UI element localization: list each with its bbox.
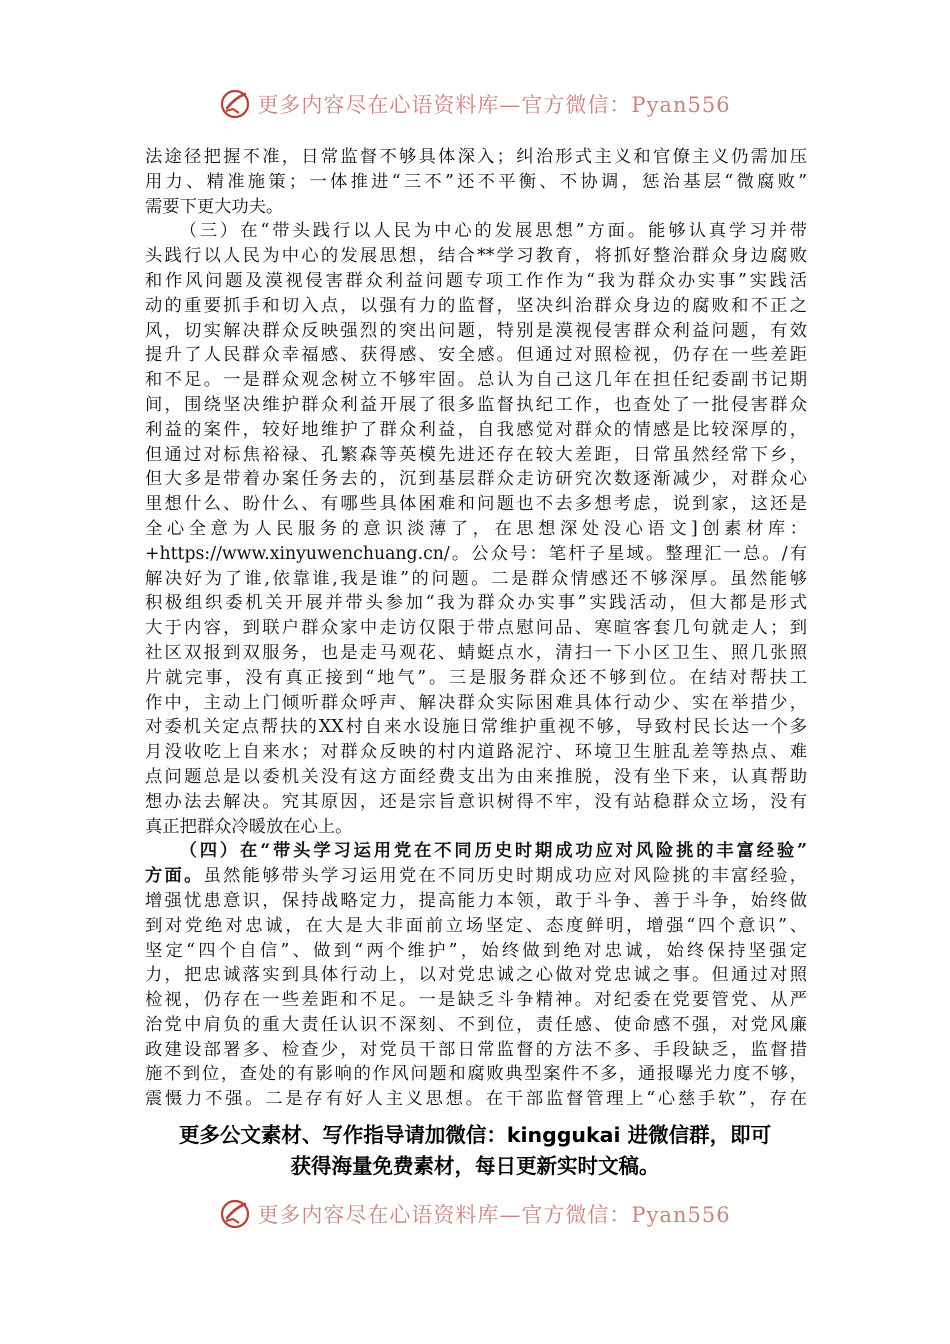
text-line: 用力、精准施策；一体推进“三不”还不平衡、不协调，惩治基层“微腐败” — [145, 171, 807, 192]
header-banner — [0, 84, 950, 124]
text-line: 头践行以人民为中心的发展思想，结合**学习教育，将抓好整治群众身边腐败 — [145, 246, 807, 267]
text-line: （三）在“带头践行以人民为中心的发展思想”方面。能够认真学习并带 — [179, 221, 807, 242]
footer-banner — [0, 1194, 950, 1234]
text-line: 坚定“四个自信”、做到“两个维护”，始终做到绝对忠诚，始终保持坚强定 — [145, 940, 807, 961]
text-line: +https://www.xinyuwenchuang.cn/。公众号：笔杆子星域。整理汇一总。/有 — [145, 543, 807, 564]
text-line: 但通过对标焦裕禄、孔繁森等英模先进还存在较大差距，日常虽然经常下乡， — [145, 444, 807, 465]
banner-text: 更多内容尽在心语资料库—官方微信：Pyan556 — [257, 1203, 731, 1227]
text-line: 社区双报到双服务，也是走马观花、蜻蜓点水，清扫一下小区卫生、照几张照 — [145, 642, 807, 663]
text-fragment: 虽然能够带头学习运用党在不同历史时期成功应对风险挑的丰富经验， — [203, 866, 807, 887]
document-body — [145, 145, 807, 1112]
text-line: 月没收吃上自来水；对群众反映的村内道路泥泞、环境卫生脏乱差等热点、难 — [145, 742, 807, 763]
text-line: 里想什么、盼什么、有哪些具体困难和问题也不去多想考虑，说到家，这还是 — [145, 494, 807, 515]
text-line: 解决好为了谁,依靠谁,我是谁”的问题。二是群众情感还不够深厚。虽然能够 — [145, 568, 807, 589]
text-line: 需要下更大功夫。 — [145, 196, 284, 217]
text-line: 片就完事，没有真正接到“地气”。三是服务群众还不够到位。在结对帮扶工 — [145, 667, 807, 688]
text-line: 想办法去解决。究其原因，还是宗旨意识树得不牢，没有站稳群众立场，没有 — [145, 791, 807, 812]
text-line: 治党中肩负的重大责任认识不深刻、不到位，责任感、使命感不强，对党风廉 — [145, 1014, 807, 1035]
text-line: 动的重要抓手和切入点，以强有力的监督，坚决纠治群众身边的腐败和不正之 — [145, 295, 807, 316]
text-line: 间，围绕坚决维护群众利益开展了很多监督执纪工作，也查处了一批侵害群众 — [145, 394, 807, 415]
notice-line-2: 获得海量免费素材，每日更新实时文稿。 — [290, 1154, 660, 1178]
text-line: 作中，主动上门倾听群众呼声、解决群众实际困难具体行动少、实在举措少， — [145, 692, 807, 713]
section-heading: （四）在“带头学习运用党在不同历史时期成功应对风险挑的丰富经验” — [179, 841, 807, 862]
text-line — [145, 864, 807, 889]
text-line: 力，把忠诚落实到具体行动上，以对党忠诚之心做对党忠诚之事。但通过对照 — [145, 965, 807, 986]
text-line: 点问题总是以委机关没有这方面经费支出为由来推脱，没有坐下来，认真帮助 — [145, 766, 807, 787]
text-line: 检视，仍存在一些差距和不足。一是缺乏斗争精神。对纪委在党要管党、从严 — [145, 990, 807, 1011]
text-line: 对委机关定点帮扶的XX村自来水设施日常维护重视不够，导致村民长达一个多 — [145, 717, 807, 738]
text-line: 到对党绝对忠诚，在大是大非面前立场坚定、态度鲜明，增强“四个意识”、 — [145, 915, 807, 936]
text-line: 和作风问题及漠视侵害群众利益问题专项工作作为“我为群众办实事”实践活 — [145, 270, 807, 291]
text-line: 和不足。一是群众观念树立不够牢固。总认为自己这几年在担任纪委副书记期 — [145, 370, 807, 391]
notice-line-1: 更多公文素材、写作指导请加微信：kinggukai 进微信群，即可 — [178, 1123, 772, 1147]
text-line: 积极组织委机关开展并带头参加“我为群众办实事”实践活动，但大都是形式 — [145, 593, 807, 614]
book-pen-logo-icon — [219, 1198, 251, 1230]
section-heading-tail: 方面。 — [145, 866, 204, 887]
wechat-notice — [0, 1120, 950, 1182]
text-line: 政建设部署多、检查少，对党员干部日常监督的方法不多、手段缺乏，监督措 — [145, 1039, 807, 1060]
text-line: 提升了人民群众幸福感、获得感、安全感。但通过对照检视，仍存在一些差距 — [145, 345, 807, 366]
book-pen-logo-icon — [219, 88, 251, 120]
text-line: 全心全意为人民服务的意识淡薄了，在思想深处没心语文]创素材库： — [145, 518, 807, 539]
text-line: 震慑力不强。二是存有好人主义思想。在干部监督管理上“心慈手软”，存在 — [145, 1089, 807, 1110]
text-line: 风，切实解决群众反映强烈的突出问题，特别是漠视侵害群众利益问题，有效 — [145, 320, 807, 341]
text-line: 法途径把握不准，日常监督不够具体深入；纠治形式主义和官僚主义仍需加压 — [145, 147, 807, 167]
text-line: 真正把群众冷暖放在心上。 — [145, 816, 353, 837]
banner-text: 更多内容尽在心语资料库—官方微信：Pyan556 — [257, 93, 731, 117]
text-line: 利益的案件，较好地维护了群众利益，自我感觉对群众的情感是比较深厚的， — [145, 419, 807, 440]
text-line: 大于内容，到联户群众家中走访仅限于带点慰问品、寒暄客套几句就走人；到 — [145, 618, 807, 639]
text-line: 增强忧患意识，保持战略定力，提高能力本领，敢于斗争、善于斗争，始终做 — [145, 890, 807, 911]
text-line: 但大多是带着办案任务去的，沉到基层群众走访研究次数逐渐减少，对群众心 — [145, 469, 807, 490]
text-line: 施不到位，查处的有影响的作风问题和腐败典型案件不多，通报曝光力度不够， — [145, 1064, 807, 1085]
